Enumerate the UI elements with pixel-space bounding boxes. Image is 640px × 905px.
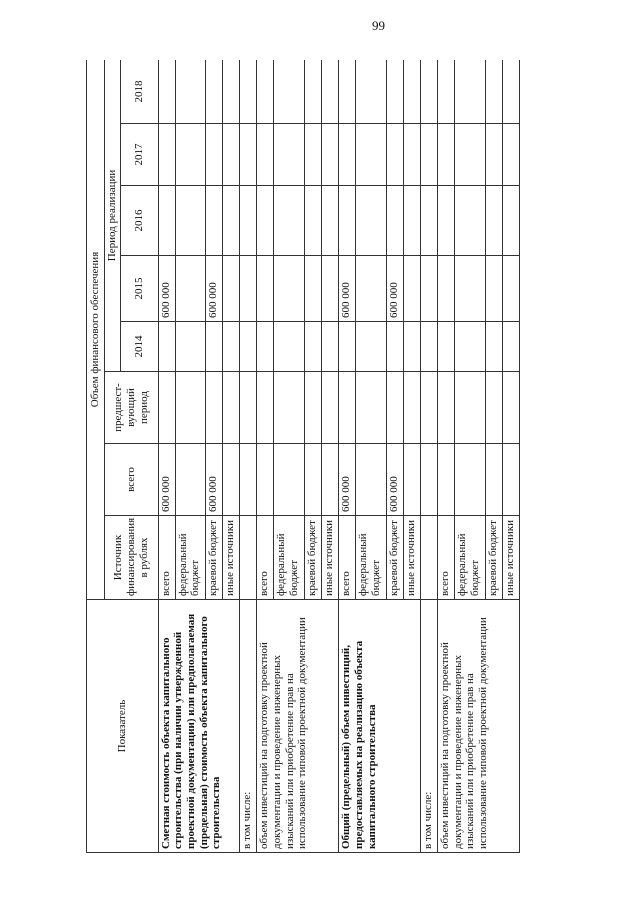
cell-prev (387, 372, 404, 444)
cell-source: иные источники (223, 516, 240, 600)
cell-2017 (257, 124, 274, 186)
cell-2015 (438, 256, 455, 322)
cell-prev (175, 372, 206, 444)
cell-2018 (356, 60, 387, 124)
empty-cell (421, 444, 438, 516)
row-indicator: объем инвестиций на подготовку проектной документации и проведение инженерных изысканий или приобретение прав на использование типовой проектной документации (438, 600, 520, 853)
cell-prev (404, 372, 421, 444)
cell-source: иные источники (404, 516, 421, 600)
cell-2014 (455, 322, 486, 372)
header-indicator: Показатель (87, 600, 159, 853)
cell-2016 (274, 186, 305, 256)
cell-2014 (438, 322, 455, 372)
cell-2015: 600 000 (206, 256, 223, 322)
cell-2018 (257, 60, 274, 124)
cell-total (404, 444, 421, 516)
empty-cell (240, 186, 257, 256)
cell-2017 (404, 124, 421, 186)
header-year-2018: 2018 (120, 60, 158, 124)
empty-cell (240, 516, 257, 600)
header-volume: Объем финансового обеспечения (87, 60, 105, 600)
cell-2016 (305, 186, 322, 256)
cell-source: краевой бюджет (485, 516, 502, 600)
financing-table (86, 60, 520, 853)
header-year-2014: 2014 (120, 322, 158, 372)
cell-2016 (257, 186, 274, 256)
table-row (257, 60, 274, 853)
row-indicator: объем инвестиций на подготовку проектной документации и проведение инженерных изысканий или приобретение прав на использование типовой проектной документации (257, 600, 339, 853)
header-period: Период реализации (105, 60, 121, 372)
cell-2014 (322, 322, 339, 372)
cell-2014 (274, 322, 305, 372)
cell-2015: 600 000 (158, 256, 175, 322)
cell-prev (356, 372, 387, 444)
cell-source: краевой бюджет (206, 516, 223, 600)
cell-total: 600 000 (387, 444, 404, 516)
cell-total (438, 444, 455, 516)
rotated-table-container (86, 60, 520, 853)
cell-2014 (223, 322, 240, 372)
cell-2018 (175, 60, 206, 124)
empty-cell (240, 256, 257, 322)
cell-2015 (257, 256, 274, 322)
cell-2015 (305, 256, 322, 322)
cell-source: федеральный бюджет (274, 516, 305, 600)
cell-2018 (404, 60, 421, 124)
table-row (240, 60, 257, 853)
row-indicator: Сметная стоимость объекта капитального строительства (при наличии утвержденной проектной документации) или предполагаемая (предельная) стоимость объекта капитального строительства (158, 600, 240, 853)
cell-2017 (274, 124, 305, 186)
cell-2016 (339, 186, 356, 256)
cell-source: всего (339, 516, 356, 600)
cell-2015 (223, 256, 240, 322)
cell-2014 (404, 322, 421, 372)
cell-total (223, 444, 240, 516)
table-frame (86, 60, 520, 853)
cell-prev (206, 372, 223, 444)
cell-source: краевой бюджет (305, 516, 322, 600)
page-number: 99 (372, 18, 385, 33)
cell-total (356, 444, 387, 516)
cell-2017 (305, 124, 322, 186)
cell-prev (305, 372, 322, 444)
cell-2018 (223, 60, 240, 124)
cell-2014 (387, 322, 404, 372)
cell-2016 (223, 186, 240, 256)
cell-source: всего (438, 516, 455, 600)
cell-2017 (356, 124, 387, 186)
cell-2018 (274, 60, 305, 124)
empty-cell (240, 60, 257, 124)
header-year-2015: 2015 (120, 256, 158, 322)
cell-2018 (322, 60, 339, 124)
cell-prev (223, 372, 240, 444)
cell-source: федеральный бюджет (175, 516, 206, 600)
cell-total (274, 444, 305, 516)
cell-2018 (387, 60, 404, 124)
cell-total (305, 444, 322, 516)
cell-source: краевой бюджет (387, 516, 404, 600)
cell-total (502, 444, 519, 516)
empty-cell (240, 322, 257, 372)
cell-2014 (158, 322, 175, 372)
cell-2015 (175, 256, 206, 322)
cell-2016 (158, 186, 175, 256)
cell-prev (158, 372, 175, 444)
cell-2016 (404, 186, 421, 256)
cell-2016 (485, 186, 502, 256)
cell-prev (339, 372, 356, 444)
empty-cell (421, 60, 438, 124)
cell-2018 (206, 60, 223, 124)
cell-total (175, 444, 206, 516)
cell-2015: 600 000 (387, 256, 404, 322)
cell-2014 (339, 322, 356, 372)
cell-2015 (404, 256, 421, 322)
cell-2015 (322, 256, 339, 322)
header-previous: предшест-вующий период (105, 372, 159, 444)
cell-2014 (485, 322, 502, 372)
empty-cell (421, 256, 438, 322)
cell-total (257, 444, 274, 516)
cell-2018 (455, 60, 486, 124)
empty-cell (421, 372, 438, 444)
cell-2017 (175, 124, 206, 186)
table-row (438, 60, 455, 853)
header-source: Источник финансирования в рублях (105, 516, 159, 600)
cell-2017 (455, 124, 486, 186)
cell-2014 (175, 322, 206, 372)
cell-2018 (502, 60, 519, 124)
cell-2016 (387, 186, 404, 256)
cell-2014 (502, 322, 519, 372)
cell-source: федеральный бюджет (455, 516, 486, 600)
cell-source: всего (257, 516, 274, 600)
empty-cell (240, 124, 257, 186)
cell-total: 600 000 (339, 444, 356, 516)
cell-2015: 600 000 (339, 256, 356, 322)
cell-prev (257, 372, 274, 444)
cell-total: 600 000 (158, 444, 175, 516)
cell-2017 (223, 124, 240, 186)
table-row (339, 60, 356, 853)
cell-prev (485, 372, 502, 444)
empty-cell (421, 124, 438, 186)
cell-total (455, 444, 486, 516)
row-indicator: Общий (предельный) объем инвестиций, предоставляемых на реализацию объекта капитального строительства (339, 600, 421, 853)
cell-2014 (206, 322, 223, 372)
cell-2014 (305, 322, 322, 372)
cell-2017 (339, 124, 356, 186)
cell-2017 (502, 124, 519, 186)
table-row (421, 60, 438, 853)
cell-2018 (339, 60, 356, 124)
cell-total (322, 444, 339, 516)
empty-cell (240, 444, 257, 516)
header-year-2017: 2017 (120, 124, 158, 186)
cell-2016 (175, 186, 206, 256)
cell-2017 (158, 124, 175, 186)
table-row (158, 60, 175, 853)
cell-prev (455, 372, 486, 444)
cell-2015 (455, 256, 486, 322)
row-subheading: в том числе: (421, 600, 438, 853)
empty-cell (421, 186, 438, 256)
cell-2014 (356, 322, 387, 372)
cell-2016 (502, 186, 519, 256)
cell-source: всего (158, 516, 175, 600)
cell-source: иные источники (322, 516, 339, 600)
cell-2014 (257, 322, 274, 372)
cell-source: федеральный бюджет (356, 516, 387, 600)
cell-2015 (356, 256, 387, 322)
cell-2017 (438, 124, 455, 186)
cell-2015 (502, 256, 519, 322)
empty-cell (421, 322, 438, 372)
cell-2017 (387, 124, 404, 186)
empty-cell (421, 516, 438, 600)
header-year-2016: 2016 (120, 186, 158, 256)
cell-2018 (438, 60, 455, 124)
cell-2016 (322, 186, 339, 256)
cell-2018 (305, 60, 322, 124)
cell-prev (274, 372, 305, 444)
header-total: всего (105, 444, 159, 516)
cell-2017 (322, 124, 339, 186)
empty-cell (240, 372, 257, 444)
cell-2017 (485, 124, 502, 186)
cell-prev (438, 372, 455, 444)
cell-2016 (455, 186, 486, 256)
cell-2016 (206, 186, 223, 256)
cell-2018 (485, 60, 502, 124)
cell-2015 (274, 256, 305, 322)
cell-2016 (438, 186, 455, 256)
cell-prev (322, 372, 339, 444)
cell-2016 (356, 186, 387, 256)
cell-total (485, 444, 502, 516)
cell-total: 600 000 (206, 444, 223, 516)
cell-source: иные источники (502, 516, 519, 600)
cell-2017 (206, 124, 223, 186)
row-subheading: в том числе: (240, 600, 257, 853)
cell-2018 (158, 60, 175, 124)
cell-2015 (485, 256, 502, 322)
cell-prev (502, 372, 519, 444)
